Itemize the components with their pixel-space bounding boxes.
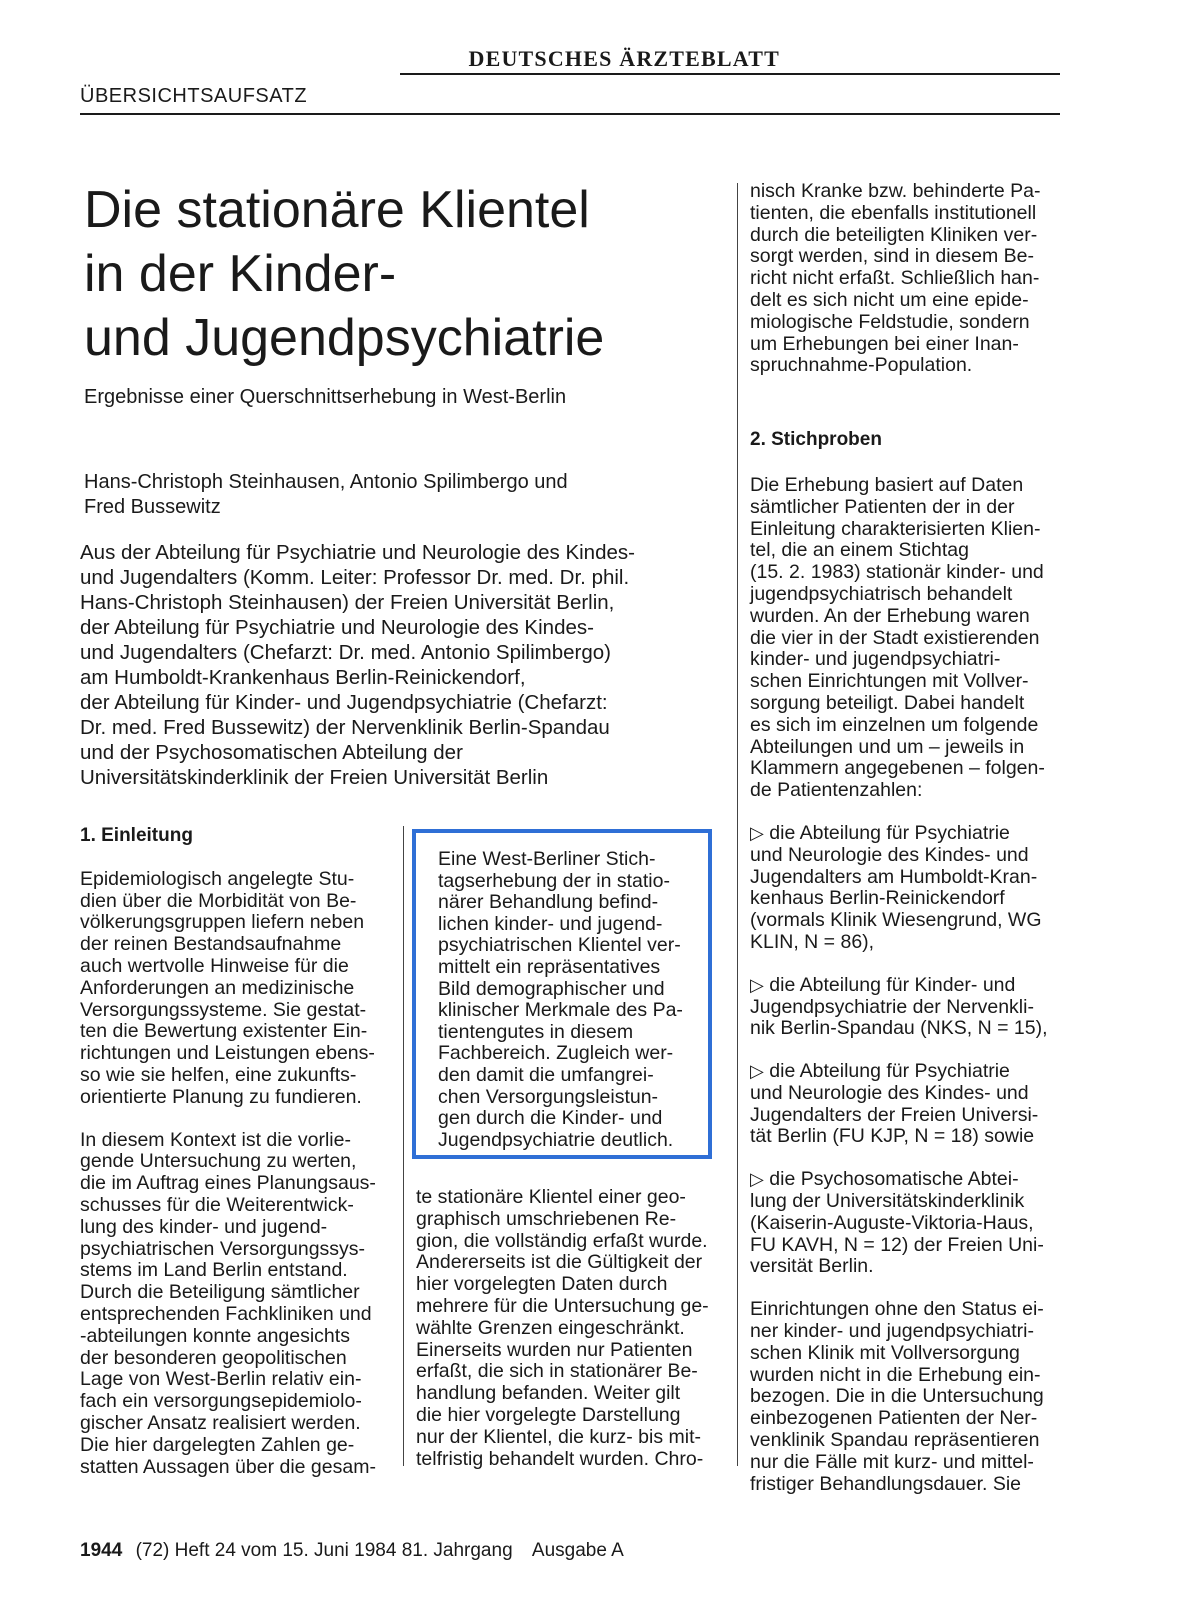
text-line: Eine West-Berliner Stich-	[438, 848, 656, 870]
paragraph	[80, 1130, 386, 1479]
text-line: Die hier dargelegten Zahlen ge-	[80, 1433, 355, 1456]
text-line: mittelt ein repräsentatives	[438, 955, 661, 978]
text-line: entsprechenden Fachkliniken und	[80, 1302, 372, 1325]
text-line: dien über die Morbidität von Be-	[80, 889, 357, 912]
bullet-item	[750, 975, 1060, 1040]
text-line: Einrichtungen ohne den Status ei-	[750, 1298, 1044, 1321]
text-line: auch wertvolle Hinweise für die	[80, 954, 349, 977]
text-line: erfaßt, die sich in stationärer Be-	[416, 1360, 698, 1383]
affiliation-line: der Abteilung für Psychiatrie und Neurologie des Kindes-	[80, 616, 594, 639]
text-line: Die Erhebung basiert auf Daten	[750, 473, 1024, 496]
masthead: DEUTSCHES ÄRZTEBLATT	[468, 46, 780, 71]
text-line: ten die Bewertung existenter Ein-	[80, 1020, 368, 1043]
paragraph	[416, 1187, 722, 1470]
text-line: und Neurologie des Kindes- und	[750, 1081, 1029, 1104]
text-line: Abteilungen und um – jeweils in	[750, 735, 1025, 758]
text-line: Jugendalters der Freien Universi-	[750, 1103, 1039, 1126]
text-line: wurden nicht in die Erhebung ein-	[750, 1363, 1041, 1386]
text-line: miologische Feldstudie, sondern	[750, 310, 1030, 333]
edition-label: Ausgabe A	[531, 1540, 624, 1561]
text-fragment: die Abteilung für Psychiatrie	[769, 821, 1010, 844]
paragraph	[750, 475, 1060, 802]
text-fragment: die Psychosomatische Abtei-	[769, 1168, 1019, 1191]
title-line: in der Kinder-	[84, 245, 397, 303]
affiliation-line: und der Psychosomatischen Abteilung der	[80, 741, 463, 764]
text-line: Jugendpsychiatrie deutlich.	[438, 1128, 674, 1151]
text-line: -abteilungen konnte angesichts	[80, 1324, 350, 1347]
text-line: psychiatrischen Klientel ver-	[438, 934, 681, 957]
text-line: schen Einrichtungen mit Vollver-	[750, 670, 1029, 693]
text-line: Versorgungssysteme. Sie gestat-	[80, 998, 367, 1021]
text-fragment: die Abteilung für Psychiatrie	[769, 1060, 1010, 1083]
text-line: durch die beteiligten Kliniken ver-	[750, 223, 1038, 246]
header-rule	[80, 113, 1060, 115]
text-line: tagserhebung der in statio-	[438, 869, 670, 892]
text-line: orientierte Planung zu fundieren.	[80, 1085, 362, 1108]
paragraph	[750, 1299, 1060, 1495]
text-line: richt nicht erfaßt. Schließlich han-	[750, 267, 1040, 290]
text-line: bezogen. Die in die Untersuchung	[750, 1385, 1044, 1408]
article-subtitle: Ergebnisse einer Querschnittserhebung in West-Berlin	[84, 386, 567, 408]
text-line: so wie sie helfen, eine zukunfts-	[80, 1063, 357, 1086]
text-line: und Neurologie des Kindes- und	[750, 843, 1029, 866]
section-label: ÜBERSICHTSAUFSATZ	[80, 85, 308, 107]
bullet-arrow-icon: ▷	[750, 1169, 764, 1190]
section-heading: 1. Einleitung	[80, 825, 193, 846]
text-line: schen Klinik mit Vollversorgung	[750, 1341, 1020, 1364]
affiliation-line: der Abteilung für Kinder- und Jugendpsychiatrie (Chefarzt:	[80, 691, 608, 714]
text-line: graphisch umschriebenen Re-	[416, 1207, 677, 1230]
text-line: einbezogenen Patienten der Ner-	[750, 1407, 1038, 1430]
text-line	[750, 1061, 1060, 1083]
text-line: lung des kinder- und jugend-	[80, 1215, 328, 1238]
text-line: gion, die vollständig erfaßt wurde.	[416, 1229, 708, 1252]
text-line: Jugendpsychiatrie der Nervenkli-	[750, 995, 1034, 1018]
text-line: nur der Klientel, die kurz- bis mit-	[416, 1425, 702, 1448]
bullet-item	[750, 1169, 1060, 1278]
text-line: psychiatrischen Versorgungssys-	[80, 1237, 366, 1260]
text-line: die vier in der Stadt existierenden	[750, 626, 1040, 649]
section-heading: 2. Stichproben	[750, 429, 882, 451]
text-line: telfristig behandelt wurden. Chro-	[416, 1447, 704, 1470]
text-line	[750, 1169, 1060, 1191]
text-line: fristiger Behandlungsdauer. Sie	[750, 1472, 1022, 1495]
text-line: wählte Grenzen eingeschränkt.	[416, 1316, 685, 1339]
text-line: stems im Land Berlin entstand.	[80, 1259, 348, 1282]
text-line: statten Aussagen über die gesam-	[80, 1455, 376, 1478]
text-line: nisch Kranke bzw. behinderte Pa-	[750, 180, 1041, 202]
text-line: es sich im einzelnen um folgende	[750, 713, 1039, 736]
column-divider	[737, 183, 738, 1466]
text-line: nur die Fälle mit kurz- und mittel-	[750, 1450, 1034, 1473]
text-line: Jugendalters am Humboldt-Kran-	[750, 865, 1038, 888]
authors-line: Fred Bussewitz	[84, 496, 221, 518]
affiliation-line: Dr. med. Fred Bussewitz) der Nervenklinik Berlin-Spandau	[80, 716, 610, 739]
text-line: tientengutes in diesem	[438, 1020, 634, 1043]
affiliation-line: am Humboldt-Krankenhaus Berlin-Reinickendorf,	[80, 666, 526, 689]
text-line: der reinen Bestandsaufnahme	[80, 933, 342, 956]
text-line: um Erhebungen bei einer Inan-	[750, 332, 1019, 355]
title-line: Die stationäre Klientel	[84, 181, 590, 239]
text-line: fach ein versorgungsepidemiolo-	[80, 1390, 362, 1413]
text-line: versität Berlin.	[750, 1255, 874, 1278]
summary-text	[438, 849, 696, 1151]
text-line: gen durch die Kinder- und	[438, 1107, 663, 1130]
bullet-item	[750, 1061, 1060, 1148]
text-line: (Kaiserin-Auguste-Viktoria-Haus,	[750, 1211, 1034, 1234]
text-line: Durch die Beteiligung sämtlicher	[80, 1281, 360, 1304]
bullet-arrow-icon: ▷	[750, 974, 764, 995]
text-line: wurden. An der Erhebung waren	[750, 604, 1030, 627]
text-line: die hier vorgelegte Darstellung	[416, 1403, 681, 1426]
text-line: Einleitung charakterisierten Klien-	[750, 517, 1041, 540]
page-footer	[80, 1540, 624, 1562]
masthead-rule	[400, 73, 1060, 75]
text-line: richtungen und Leistungen ebens-	[80, 1042, 375, 1065]
page-number: 1944	[80, 1540, 123, 1561]
title-line: und Jugendpsychiatrie	[84, 309, 605, 367]
text-line: närer Behandlung befind-	[438, 891, 659, 914]
column-2	[416, 1187, 722, 1491]
affiliation-line: Universitätskinderklinik der Freien Universität Berlin	[80, 766, 549, 789]
text-line: tienten, die ebenfalls institutionell	[750, 201, 1037, 224]
text-line: (vormals Klinik Wiesengrund, WG	[750, 909, 1042, 932]
affiliation-line: und Jugendalters (Komm. Leiter: Professor Dr. med. Dr. phil.	[80, 566, 630, 589]
text-line: kinder- und jugendpsychiatri-	[750, 648, 1001, 671]
article-title	[84, 178, 604, 370]
paragraph	[80, 869, 386, 1109]
text-line: Bild demographischer und	[438, 977, 665, 1000]
issue-info: (72) Heft 24 vom 15. Juni 1984 81. Jahrgang	[135, 1540, 513, 1561]
text-line: schusses für die Weiterentwick-	[80, 1193, 354, 1216]
text-line: te stationäre Klientel einer geo-	[416, 1186, 686, 1208]
text-line: Epidemiologisch angelegte Stu-	[80, 867, 355, 890]
text-line: Fachbereich. Zugleich wer-	[438, 1042, 674, 1065]
affiliation-line: und Jugendalters (Chefarzt: Dr. med. Antonio Spilimbergo)	[80, 641, 611, 664]
text-line: die im Auftrag eines Planungsaus-	[80, 1172, 376, 1195]
text-line: Anforderungen an medizinische	[80, 976, 355, 999]
text-line: Klammern angegebenen – folgen-	[750, 757, 1045, 780]
text-line: gischer Ansatz realisiert werden.	[80, 1411, 361, 1434]
text-line: FU KAVH, N = 12) der Freien Uni-	[750, 1233, 1044, 1256]
text-line: tät Berlin (FU KJP, N = 18) sowie	[750, 1125, 1035, 1148]
text-fragment: die Abteilung für Kinder- und	[769, 973, 1016, 996]
text-line: der besonderen geopolitischen	[80, 1346, 347, 1369]
column-divider	[403, 826, 404, 1466]
text-line: sorgt werden, sind in diesem Be-	[750, 245, 1034, 268]
text-line: spruchnahme-Population.	[750, 354, 973, 377]
column-3	[750, 181, 1060, 1516]
bullet-item	[750, 823, 1060, 954]
text-line: Andererseits ist die Gültigkeit der	[416, 1251, 703, 1274]
affiliation-line: Aus der Abteilung für Psychiatrie und Neurologie des Kindes-	[80, 541, 635, 564]
text-line: gende Untersuchung zu werten,	[80, 1150, 357, 1173]
paragraph	[750, 181, 1060, 377]
text-line: hier vorgelegten Daten durch	[416, 1273, 668, 1296]
text-line	[750, 975, 1060, 997]
text-line: In diesem Kontext ist die vorlie-	[80, 1128, 351, 1151]
text-line: chen Versorgungsleistun-	[438, 1085, 659, 1108]
authors	[84, 470, 684, 520]
text-line: tel, die an einem Stichtag	[750, 539, 969, 562]
text-line: (15. 2. 1983) stationär kinder- und	[750, 561, 1044, 584]
text-line: venklinik Spandau repräsentieren	[750, 1429, 1040, 1452]
affiliations	[80, 540, 700, 790]
text-line: handlung befanden. Weiter gilt	[416, 1382, 681, 1405]
text-line: klinischer Merkmale des Pa-	[438, 999, 683, 1022]
text-line: Lage von West-Berlin relativ ein-	[80, 1368, 362, 1391]
text-line: ner kinder- und jugendpsychiatri-	[750, 1320, 1034, 1343]
text-line: de Patientenzahlen:	[750, 779, 923, 802]
text-line: nik Berlin-Spandau (NKS, N = 15),	[750, 1017, 1048, 1040]
text-line: delt es sich nicht um eine epide-	[750, 288, 1029, 311]
text-line: den damit die umfangrei-	[438, 1063, 654, 1086]
column-1	[80, 825, 386, 1499]
text-line: völkerungsgruppen liefern neben	[80, 911, 365, 934]
text-line: mehrere für die Untersuchung ge-	[416, 1294, 709, 1317]
text-line	[750, 823, 1060, 845]
bullet-arrow-icon: ▷	[750, 1061, 764, 1082]
affiliation-line: Hans-Christoph Steinhausen) der Freien Universität Berlin,	[80, 591, 615, 614]
text-line: jugendpsychiatrisch behandelt	[750, 582, 1013, 605]
text-line: lung der Universitätskinderklinik	[750, 1190, 1025, 1213]
text-line: Einerseits wurden nur Patienten	[416, 1338, 693, 1361]
authors-line: Hans-Christoph Steinhausen, Antonio Spilimbergo und	[84, 471, 568, 493]
text-line: KLIN, N = 86),	[750, 930, 875, 953]
text-line: lichen kinder- und jugend-	[438, 912, 663, 935]
text-line: kenhaus Berlin-Reinickendorf	[750, 887, 1005, 910]
text-line: sämtlicher Patienten der in der	[750, 495, 1015, 518]
bullet-arrow-icon: ▷	[750, 822, 764, 843]
summary-box	[412, 829, 712, 1159]
text-line: sorgung beteiligt. Dabei handelt	[750, 691, 1025, 714]
